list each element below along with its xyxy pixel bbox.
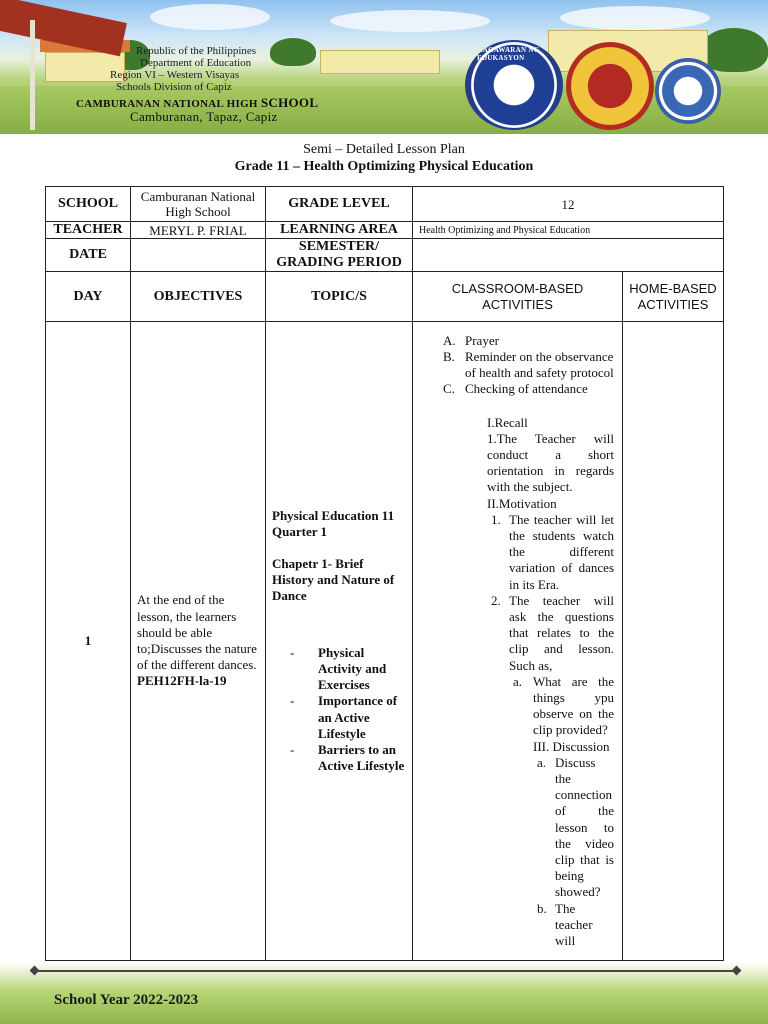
- recall-section: [415, 415, 614, 950]
- list-item: 2. The teacher will ask the questions that relates to the clip and lesson. Such as,: [491, 592, 614, 673]
- header-republic: Republic of the Philippines: [136, 45, 257, 57]
- recall-item: 1.The Teacher will conduct a short orientation in regards with the subject.: [487, 430, 614, 495]
- motivation-heading: II.Motivation: [487, 495, 557, 511]
- objective-cell: [131, 322, 266, 961]
- area-value: Health Optimizing and Physical Education: [413, 222, 724, 239]
- area-label: LEARNING AREA: [266, 222, 413, 239]
- objective-text: At the end of the lesson, the learners should be able to;Discusses the nature of the different dances.: [137, 592, 257, 673]
- grade-value: 12: [413, 187, 724, 222]
- school-value: Camburanan National High School: [131, 187, 266, 222]
- footer-divider: [34, 970, 738, 972]
- header-division: Schools Division of Capiz: [116, 81, 232, 93]
- header-department: Department of Education: [140, 57, 252, 69]
- list-item: a. Discuss the connection of the lesson to the video clip that is being showed?: [537, 754, 614, 900]
- list-item: B. Reminder on the observance of health and safety protocol: [443, 348, 614, 381]
- discussion-section: [487, 739, 614, 950]
- info-row-teacher: [46, 222, 724, 239]
- col-classroom: CLASSROOM-BASED ACTIVITIES: [413, 272, 623, 322]
- column-header-row: [46, 272, 724, 322]
- lesson-row: [46, 322, 724, 961]
- info-row-school: [46, 187, 724, 222]
- header-school-name: CAMBURANAN NATIONAL HIGH SCHOOL: [76, 95, 319, 110]
- col-objectives: OBJECTIVES: [131, 272, 266, 322]
- list-item: a. What are the things ypu observe on the clip provided?: [513, 673, 614, 738]
- col-topics: TOPIC/S: [266, 272, 413, 322]
- header-address: Camburanan, Tapaz, Capiz: [130, 109, 278, 124]
- teacher-label: TEACHER: [46, 222, 131, 239]
- divider-dot-icon: [30, 966, 40, 976]
- day-number: 1: [46, 322, 131, 961]
- topic-item: - Physical Activity and Exercises: [290, 645, 406, 694]
- list-item: A. Prayer: [443, 332, 499, 348]
- topic-chapter: Chapetr 1- Brief History and Nature of Dance: [272, 556, 395, 604]
- opening-activities: [415, 333, 614, 398]
- discussion-list: [533, 755, 614, 949]
- recall-heading: I.Recall: [487, 414, 528, 430]
- topic-list: [272, 645, 406, 775]
- discussion-heading: III. Discussion: [533, 738, 610, 754]
- classroom-activities-cell: [413, 322, 623, 961]
- header-region: Region VI – Western Visayas: [110, 69, 240, 81]
- semester-value: [413, 239, 724, 272]
- teacher-value: MERYL P. FRIAL: [131, 222, 266, 239]
- col-day: DAY: [46, 272, 131, 322]
- doc-title: Semi – Detailed Lesson Plan: [303, 142, 465, 157]
- footer-banner: [0, 962, 768, 1024]
- school-year: School Year 2022-2023: [54, 992, 199, 1008]
- lesson-plan-table: [45, 186, 724, 961]
- list-item: C. Checking of attendance: [443, 381, 588, 397]
- list-item: b. The teacher will: [537, 900, 593, 949]
- deped-seal-icon: KAGAWARAN NG EDUKASYON: [465, 40, 563, 130]
- info-row-date: [46, 239, 724, 272]
- home-activities-cell: [623, 322, 724, 961]
- semester-label: SEMESTER/ GRADING PERIOD: [266, 239, 413, 272]
- cnhs-seal-icon: [655, 58, 721, 124]
- topic-title: Physical Education 11 Quarter 1: [272, 507, 395, 539]
- question-list: [487, 674, 614, 739]
- topic-cell: [266, 322, 413, 961]
- school-seal-icon: [566, 42, 654, 130]
- date-value: [131, 239, 266, 272]
- doc-subtitle: Grade 11 – Health Optimizing Physical Education: [234, 159, 534, 174]
- divider-dot-icon: [732, 966, 742, 976]
- header-banner: [0, 0, 768, 134]
- grade-label: GRADE LEVEL: [266, 187, 413, 222]
- school-label: SCHOOL: [46, 187, 131, 222]
- list-item: 1. The teacher will let the students watch the different variation of dances in its Era.: [491, 511, 614, 592]
- date-label: DATE: [46, 239, 131, 272]
- objective-code: PEH12FH-la-19: [137, 673, 227, 689]
- topic-item: - Barriers to an Active Lifestyle: [290, 742, 406, 774]
- motivation-list: [487, 512, 614, 674]
- topic-item: - Importance of an Active Lifestyle: [290, 693, 406, 742]
- col-home: HOME-BASED ACTIVITIES: [623, 272, 724, 322]
